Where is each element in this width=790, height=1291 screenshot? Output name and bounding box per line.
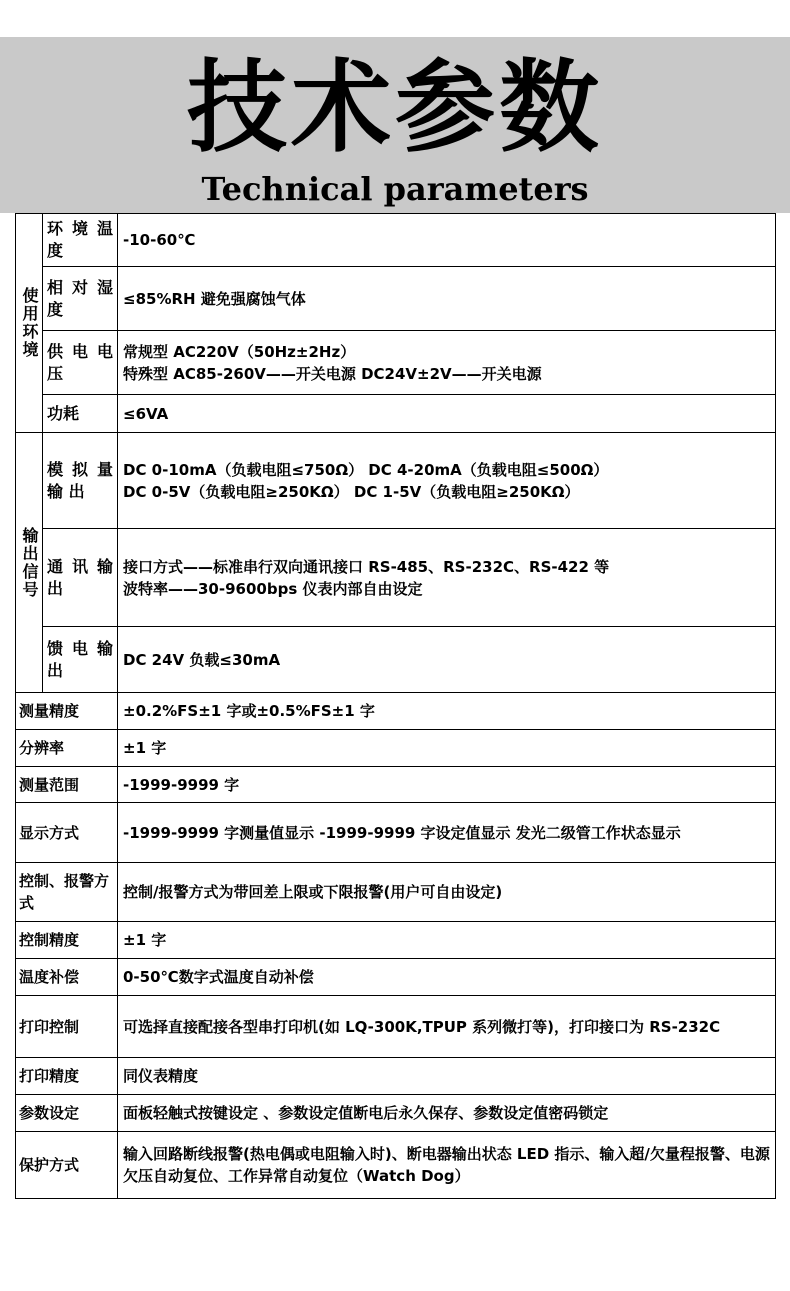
row-value-control-alarm: 控制/报警方式为带回差上限或下限报警(用户可自由设定): [118, 863, 776, 922]
comm-output-line-1: 接口方式——标准串行双向通讯接口 RS-485、RS-232C、RS-422 等: [123, 557, 610, 576]
row-value-humidity: ≤85%RH 避免强腐蚀气体: [118, 267, 776, 331]
analog-output-line-2: DC 0-5V（负载电阻≥250KΩ） DC 1-5V（负载电阻≥250KΩ）: [123, 482, 580, 501]
table-row: [16, 922, 776, 959]
row-value-power-supply: [118, 331, 776, 395]
row-value-display-mode: -1999-9999 字测量值显示 -1999-9999 字设定值显示 发光二级管工作状态显示: [118, 803, 776, 863]
row-value-temp-compensation: 0-50℃数字式温度自动补偿: [118, 959, 776, 996]
row-label-print-precision: 打印精度: [16, 1058, 118, 1095]
row-label-temp-compensation: 温度补偿: [16, 959, 118, 996]
power-supply-line-1: 常规型 AC220V（50Hz±2Hz）: [123, 342, 356, 361]
row-label-power-consumption: 功耗: [43, 395, 118, 433]
table-row: [16, 529, 776, 627]
row-value-feed-output: DC 24V 负载≤30mA: [118, 627, 776, 693]
row-label-humidity: 相 对 湿度: [43, 267, 118, 331]
row-label-param-setting: 参数设定: [16, 1095, 118, 1132]
table-row: [16, 267, 776, 331]
row-label-power-supply: 供 电 电压: [43, 331, 118, 395]
table-row: [16, 693, 776, 730]
row-value-env-temperature: -10-60℃: [118, 214, 776, 267]
row-label-resolution: 分辨率: [16, 730, 118, 767]
analog-output-line-1: DC 0-10mA（负载电阻≤750Ω） DC 4-20mA（负载电阻≤500Ω）: [123, 460, 609, 479]
row-value-print-control: 可选择直接配接各型串打印机(如 LQ-300K,TPUP 系列微打等)，打印接口为 RS-232C: [118, 996, 776, 1058]
row-value-power-consumption: ≤6VA: [118, 395, 776, 433]
table-row: [16, 395, 776, 433]
row-label-measure-range: 测量范围: [16, 767, 118, 803]
group-label-env: 使用环境: [16, 214, 43, 433]
row-value-param-setting: 面板轻触式按键设定 、参数设定值断电后永久保存、参数设定值密码锁定: [118, 1095, 776, 1132]
row-value-comm-output: [118, 529, 776, 627]
row-value-print-precision: 同仪表精度: [118, 1058, 776, 1095]
comm-output-line-2: 波特率——30-9600bps 仪表内部自由设定: [123, 579, 423, 598]
table-row: [16, 627, 776, 693]
row-label-print-control: 打印控制: [16, 996, 118, 1058]
table-row: [16, 959, 776, 996]
row-label-control-alarm: 控制、报警方式: [16, 863, 118, 922]
row-value-analog-output: [118, 433, 776, 529]
spec-table: [15, 213, 776, 1199]
table-row: [16, 863, 776, 922]
table-row: [16, 331, 776, 395]
table-row: [16, 803, 776, 863]
row-label-comm-output: 通 讯 输出: [43, 529, 118, 627]
page-subtitle: Technical parameters: [201, 170, 589, 208]
table-row: [16, 433, 776, 529]
row-value-control-precision: ±1 字: [118, 922, 776, 959]
row-value-measure-accuracy: ±0.2%FS±1 字或±0.5%FS±1 字: [118, 693, 776, 730]
table-row: [16, 1132, 776, 1199]
group-label-output: 输出信号: [16, 433, 43, 693]
row-value-protection: 输入回路断线报警(热电偶或电阻输入时)、断电器输出状态 LED 指示、输入超/欠量程报警、电源欠压自动复位、工作异常自动复位（Watch Dog）: [118, 1132, 776, 1199]
header-banner: [0, 37, 790, 213]
row-label-analog-output: 模 拟 量 输 出: [43, 433, 118, 529]
power-supply-line-2: 特殊型 AC85-260V——开关电源 DC24V±2V——开关电源: [123, 364, 542, 383]
table-row: [16, 1095, 776, 1132]
table-row: [16, 996, 776, 1058]
row-label-display-mode: 显示方式: [16, 803, 118, 863]
row-label-measure-accuracy: 测量精度: [16, 693, 118, 730]
table-row: [16, 730, 776, 767]
table-row: [16, 1058, 776, 1095]
row-label-protection: 保护方式: [16, 1132, 118, 1199]
row-label-control-precision: 控制精度: [16, 922, 118, 959]
row-label-env-temperature: 环 境 温度: [43, 214, 118, 267]
table-row: [16, 214, 776, 267]
page-title: 技术参数: [187, 48, 603, 166]
row-value-resolution: ±1 字: [118, 730, 776, 767]
table-row: [16, 767, 776, 803]
row-label-feed-output: 馈 电 输出: [43, 627, 118, 693]
row-value-measure-range: -1999-9999 字: [118, 767, 776, 803]
